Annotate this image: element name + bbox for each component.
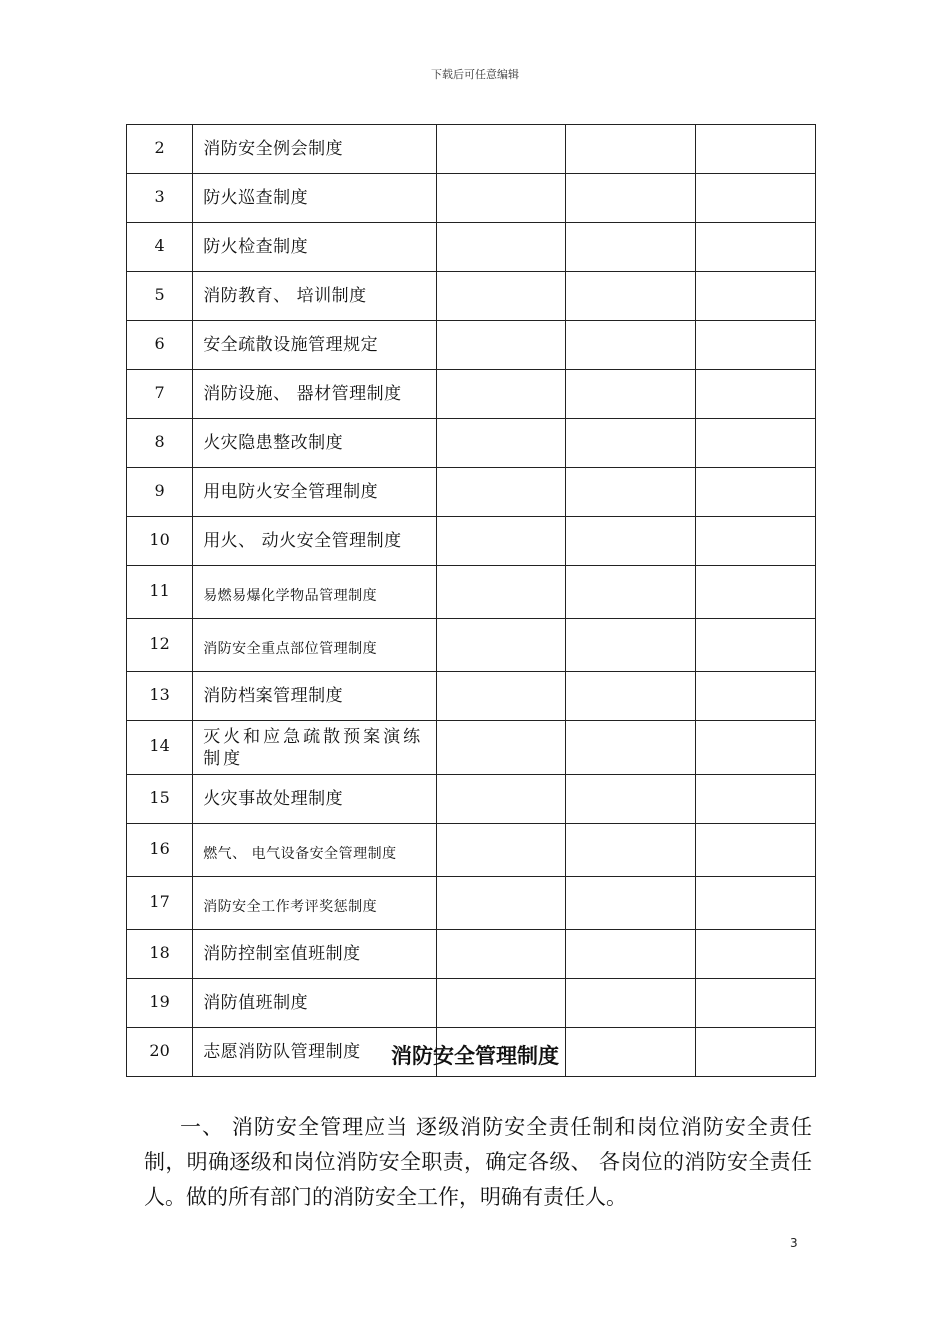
row-number: 11 [127,566,193,619]
empty-cell [436,321,565,370]
table-row [127,566,816,619]
empty-cell [695,468,815,517]
row-number: 8 [127,419,193,468]
empty-cell [695,272,815,321]
table-row [127,272,816,321]
table-row [127,174,816,223]
regulation-name: 防火检查制度 [193,223,437,272]
row-number: 5 [127,272,193,321]
row-number: 12 [127,619,193,672]
empty-cell [566,672,695,721]
regulations-table [126,124,816,1077]
empty-cell [695,321,815,370]
empty-cell [436,619,565,672]
row-number: 19 [127,979,193,1028]
row-number: 6 [127,321,193,370]
empty-cell [436,223,565,272]
empty-cell [436,775,565,824]
empty-cell [436,979,565,1028]
table-row [127,930,816,979]
regulation-name: 安全疏散设施管理规定 [193,321,437,370]
row-number: 2 [127,125,193,174]
row-number: 3 [127,174,193,223]
table-row [127,468,816,517]
regulation-name: 灭火和应急疏散预案演练制度 [193,721,437,775]
table-row [127,223,816,272]
empty-cell [436,672,565,721]
empty-cell [566,824,695,877]
page-number: 3 [790,1236,798,1250]
empty-cell [436,370,565,419]
empty-cell [566,619,695,672]
empty-cell [436,419,565,468]
table-row [127,517,816,566]
empty-cell [436,877,565,930]
regulation-name: 用火、 动火安全管理制度 [193,517,437,566]
table-row [127,619,816,672]
empty-cell [695,721,815,775]
empty-cell [695,566,815,619]
regulation-name: 消防安全工作考评奖惩制度 [193,877,437,930]
row-number: 16 [127,824,193,877]
empty-cell [695,174,815,223]
regulation-name: 志愿消防队管理制度 [193,1028,437,1077]
empty-cell [436,125,565,174]
empty-cell [695,672,815,721]
empty-cell [695,125,815,174]
empty-cell [695,619,815,672]
empty-cell [566,174,695,223]
empty-cell [436,468,565,517]
row-number: 13 [127,672,193,721]
empty-cell [566,721,695,775]
empty-cell [566,419,695,468]
empty-cell [566,468,695,517]
empty-cell [566,877,695,930]
table-row [127,979,816,1028]
empty-cell [436,721,565,775]
empty-cell [436,174,565,223]
empty-cell [695,877,815,930]
empty-cell [695,979,815,1028]
regulation-name: 消防控制室值班制度 [193,930,437,979]
row-number: 17 [127,877,193,930]
body-paragraph: 一、 消防安全管理应当 逐级消防安全责任制和岗位消防安全责任制，明确逐级和岗位消防安全职责，确定各级、 各岗位的消防安全责任人。做的所有部门的消防安全工作，明确有责任人。 [144,1115,812,1209]
empty-cell [695,517,815,566]
empty-cell [436,517,565,566]
empty-cell [566,566,695,619]
empty-cell [436,272,565,321]
empty-cell [566,321,695,370]
empty-cell [695,824,815,877]
table-row [127,877,816,930]
regulation-name: 用电防火安全管理制度 [193,468,437,517]
row-number: 18 [127,930,193,979]
table-row [127,125,816,174]
empty-cell [566,223,695,272]
row-number: 7 [127,370,193,419]
table-row [127,775,816,824]
regulation-name: 消防设施、 器材管理制度 [193,370,437,419]
empty-cell [566,272,695,321]
regulation-name: 防火巡查制度 [193,174,437,223]
empty-cell [695,930,815,979]
regulation-name: 消防安全例会制度 [193,125,437,174]
regulation-name: 消防教育、 培训制度 [193,272,437,321]
table-row [127,824,816,877]
regulation-name: 火灾事故处理制度 [193,775,437,824]
regulation-name: 易燃易爆化学物品管理制度 [193,566,437,619]
row-number: 4 [127,223,193,272]
table-row [127,321,816,370]
empty-cell [695,419,815,468]
table-row [127,721,816,775]
empty-cell [566,517,695,566]
empty-cell [566,979,695,1028]
regulation-name: 消防安全重点部位管理制度 [193,619,437,672]
empty-cell [566,775,695,824]
section-title: 消防安全管理制度 [391,1044,559,1068]
header-note: 下载后可任意编辑 [431,68,519,81]
row-number: 15 [127,775,193,824]
empty-cell [436,824,565,877]
empty-cell [695,370,815,419]
empty-cell [566,370,695,419]
row-number: 10 [127,517,193,566]
empty-cell [566,930,695,979]
regulation-name: 消防档案管理制度 [193,672,437,721]
empty-cell [436,566,565,619]
row-number: 9 [127,468,193,517]
row-number: 20 [127,1028,193,1077]
regulation-name: 燃气、 电气设备安全管理制度 [193,824,437,877]
regulation-name: 消防值班制度 [193,979,437,1028]
regulation-name: 火灾隐患整改制度 [193,419,437,468]
empty-cell [436,930,565,979]
table-row [127,672,816,721]
empty-cell [566,125,695,174]
empty-cell [695,223,815,272]
table-row [127,419,816,468]
table-row [127,370,816,419]
empty-cell [695,775,815,824]
row-number: 14 [127,721,193,775]
